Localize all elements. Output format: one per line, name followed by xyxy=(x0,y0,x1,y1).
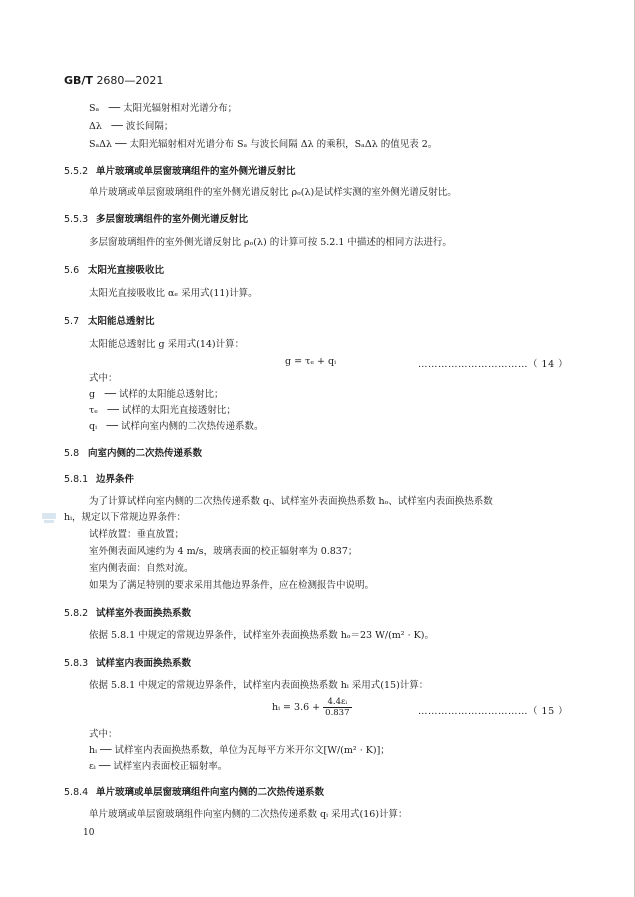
paragraph: 多层窗玻璃组件的室外侧光谱反射比 ρₒ(λ) 的计算可按 5.2.1 中描述的相同方法进行。 xyxy=(89,237,452,248)
definition-line: τₑ ── 试样的太阳光直接透射比； xyxy=(89,405,236,416)
definition-line: hᵢ ── 试样室内表面换热系数，单位为瓦每平方米开尔文[W/(m² · K)]； xyxy=(89,745,390,756)
section-number: 5.8.1 xyxy=(64,474,89,485)
section-title: 太阳能总透射比 xyxy=(88,316,155,327)
section-title: 向室内侧的二次热传递系数 xyxy=(88,448,203,459)
definition-line: εᵢ ── 试样室内表面校正辐射率。 xyxy=(89,761,228,772)
paragraph: 单片玻璃或单层窗玻璃组件向室内侧的二次热传递系数 qᵢ 采用式(16)计算： xyxy=(89,809,408,820)
section-title: 单片玻璃或单层窗玻璃组件向室内侧的二次热传递系数 xyxy=(96,787,325,798)
section-number: 5.5.2 xyxy=(64,166,89,177)
standard-code: GB/T xyxy=(64,74,93,87)
definition-line: Δλ ── 波长间隔； xyxy=(89,121,174,132)
section-title: 边界条件 xyxy=(96,474,135,485)
section-number: 5.8.4 xyxy=(64,787,89,798)
paragraph-line: 为了计算试样向室内侧的二次热传递系数 qᵢ、试样室外表面换热系数 hₒ、试样室内表面换热系数 xyxy=(89,496,493,507)
standard-number: 2680—2021 xyxy=(96,74,164,87)
paragraph: 依据 5.8.1 中规定的常规边界条件，试样室外表面换热系数 hₒ＝23 W/(m² · K)。 xyxy=(89,630,434,641)
section-heading-5-5-3 xyxy=(64,211,248,225)
paragraph: 太阳能总透射比 g 采用式(14)计算： xyxy=(89,339,245,350)
equation-15-lhs: hᵢ = 3.6 + xyxy=(272,702,321,713)
section-title: 太阳光直接吸收比 xyxy=(88,265,165,276)
definition-line: SₐΔλ ── 太阳光辐射相对光谱分布 Sₐ 与波长间隔 Δλ 的乘积，SₐΔλ 的值见表 2。 xyxy=(89,139,438,150)
definition-line: qᵢ ── 试样向室内侧的二次热传递系数。 xyxy=(89,421,264,432)
side-bookmark-marker xyxy=(42,513,56,519)
section-number: 5.6 xyxy=(64,265,80,276)
paragraph-line: hᵢ，规定以下常规边界条件： xyxy=(64,512,187,523)
section-heading-5-7 xyxy=(64,313,155,327)
section-number: 5.8.3 xyxy=(64,658,89,669)
paragraph: 依据 5.8.1 中规定的常规边界条件，试样室内表面换热系数 hᵢ 采用式(15)计算： xyxy=(89,680,429,691)
where-label: 式中： xyxy=(89,373,118,384)
section-number: 5.7 xyxy=(64,316,80,327)
paragraph-line: 室内侧表面：自然对流。 xyxy=(89,563,194,574)
definition-line: g ── 试样的太阳能总透射比； xyxy=(89,389,224,400)
section-heading-5-6 xyxy=(64,262,164,276)
page-number: 10 xyxy=(83,828,95,838)
paragraph-line: 室外侧表面风速约为 4 m/s，玻璃表面的校正辐射率为 0.837； xyxy=(89,546,358,557)
section-title: 多层窗玻璃组件的室外侧光谱反射比 xyxy=(96,214,249,225)
section-title: 试样室内表面换热系数 xyxy=(96,658,192,669)
definition-line: Sₐ ── 太阳光辐射相对光谱分布； xyxy=(89,103,238,114)
section-heading-5-8 xyxy=(64,445,202,459)
section-number: 5.8 xyxy=(64,448,80,459)
equation-15-number: ……………………………（ 15 ） xyxy=(418,706,569,717)
section-heading-5-8-3 xyxy=(64,655,191,669)
paragraph-line: 如果为了满足特别的要求采用其他边界条件，应在检测报告中说明。 xyxy=(89,580,375,591)
where-label: 式中： xyxy=(89,729,118,740)
side-bookmark-marker xyxy=(44,520,54,523)
equation-15-fraction xyxy=(323,697,351,718)
section-number: 5.8.2 xyxy=(64,608,89,619)
page-header xyxy=(64,74,163,87)
equation-15 xyxy=(272,697,352,718)
equation-14: g = τₑ + qᵢ xyxy=(285,356,337,367)
section-number: 5.5.3 xyxy=(64,214,89,225)
paragraph-line: 试样放置：垂直放置； xyxy=(89,529,185,540)
section-heading-5-8-1 xyxy=(64,471,134,485)
section-title: 试样室外表面换热系数 xyxy=(96,608,192,619)
section-heading-5-5-2 xyxy=(64,163,296,177)
paragraph: 太阳光直接吸收比 αₑ 采用式(11)计算。 xyxy=(89,288,258,299)
paragraph: 单片玻璃或单层窗玻璃组件的室外侧光谱反射比 ρₒ(λ)是试样实测的室外侧光谱反射比。 xyxy=(89,187,457,198)
section-heading-5-8-2 xyxy=(64,605,191,619)
section-title: 单片玻璃或单层窗玻璃组件的室外侧光谱反射比 xyxy=(96,166,296,177)
section-heading-5-8-4 xyxy=(64,784,324,798)
fraction-denominator: 0.837 xyxy=(325,708,350,718)
equation-14-number: ……………………………（ 14 ） xyxy=(418,359,569,370)
fraction-numerator: 4.4εᵢ xyxy=(323,697,351,708)
